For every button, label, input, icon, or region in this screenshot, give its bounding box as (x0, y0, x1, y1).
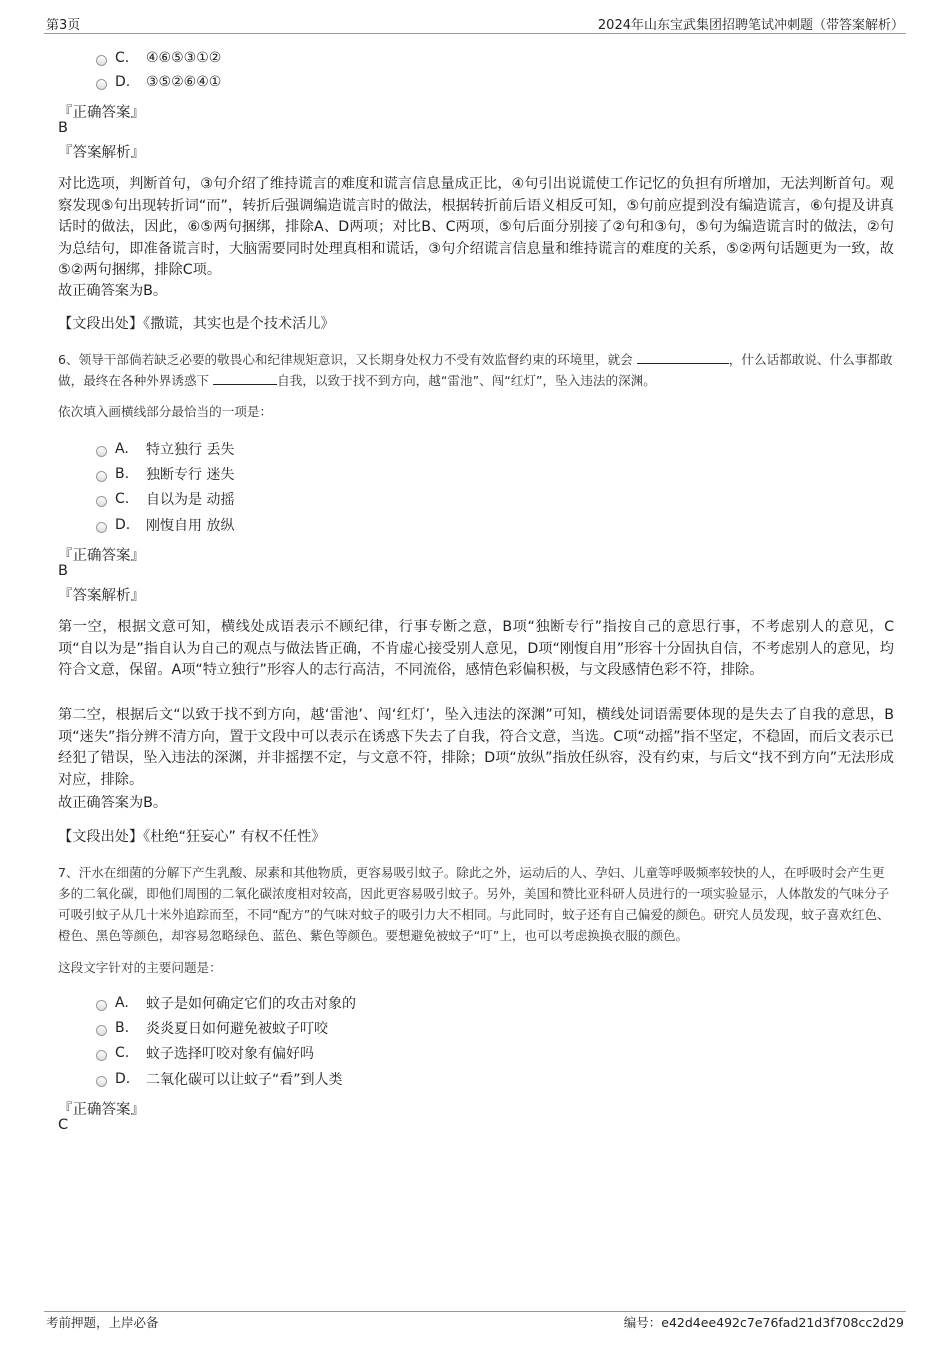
radio-icon[interactable] (96, 1025, 107, 1036)
q6-option-b[interactable] (96, 464, 234, 484)
option-text: ③⑤②⑥④① (146, 74, 222, 90)
q6-prompt: 依次填入画横线部分最恰当的一项是： (58, 404, 273, 419)
option-letter: C. (115, 1045, 130, 1061)
document-title: 2024年山东宝武集团招聘笔试冲刺题（带答案解析） (597, 18, 904, 33)
option-letter: B. (115, 466, 130, 482)
radio-icon[interactable] (96, 446, 107, 457)
option-text: ④⑥⑤③①② (146, 50, 222, 66)
q7-option-c[interactable] (96, 1043, 314, 1063)
radio-icon[interactable] (96, 1076, 107, 1087)
answer-label: 『正确答案』 (58, 548, 145, 564)
option-letter: D. (115, 74, 131, 90)
option-letter: B. (115, 1020, 130, 1036)
page-number: 第3页 (46, 18, 81, 33)
radio-icon[interactable] (96, 79, 107, 90)
radio-icon[interactable] (96, 471, 107, 482)
option-text: 蚊子选择叮咬对象有偏好吗 (146, 1046, 314, 1062)
radio-icon[interactable] (96, 496, 107, 507)
analysis-label: 『答案解析』 (58, 145, 145, 161)
footer-slogan: 考前押题，上岸必备 (46, 1315, 159, 1330)
answer-value: B (58, 563, 68, 579)
q7-prompt: 这段文字针对的主要问题是： (58, 960, 222, 975)
q5-option-d[interactable] (96, 72, 221, 92)
header-divider (44, 33, 906, 34)
option-text: 炎炎夏日如何避免被蚊子叮咬 (146, 1021, 328, 1037)
option-letter: D. (115, 1071, 131, 1087)
analysis-text-1: 第一空，根据文意可知，横线处成语表示不顾纪律，行事专断之意，B项“独断专行”指按自己的意思行事，不考虑别人的意见，C项“自以为是”指自认为自己的观点与做法皆正确，不肯虚心接受别人意见，D项“刚愎自用”形容十分固执自信，不考虑别人的意见，均符合文意，保留。A项“特立独行”形容人的志行高洁，不同流俗，感情色彩偏积极，与文段感情色彩不符，排除。 (58, 619, 894, 678)
document-id: 编号：e42d4ee492c7e76fad21d3f708cc2d29 (623, 1315, 904, 1330)
q6-stem (58, 349, 894, 391)
blank-1 (637, 351, 729, 364)
q5-option-c[interactable] (96, 48, 221, 68)
option-text: 独断专行 迷失 (146, 467, 235, 483)
conclusion: 故正确答案为B。 (58, 283, 168, 299)
option-letter: D. (115, 517, 131, 533)
answer-label: 『正确答案』 (58, 105, 145, 121)
blank-2 (213, 372, 277, 385)
answer-value: B (58, 120, 68, 136)
q7-option-d[interactable] (96, 1069, 343, 1089)
source: 【文段出处】《杜绝“狂妄心” 有权不任性》 (58, 829, 326, 845)
q6-option-a[interactable] (96, 439, 234, 459)
q7-stem: 7、汗水在细菌的分解下产生乳酸、尿素和其他物质，更容易吸引蚊子。除此之外，运动后的人、孕妇、儿童等呼吸频率较快的人，在呼吸时会产生更多的二氧化碳，即他们周围的二氧化碳浓度相对较高，因此更容易吸引蚊子。另外，美国和赞比亚科研人员进行的一项实验显示，人体散发的气味分子可吸引蚊子从几十米外追踪而至，不同“配方”的气味对蚊子的吸引力大不相同。与此同时，蚊子还有自己偏爱的颜色。研究人员发现，蚊子喜欢红色、橙色、黑色等颜色，却容易忽略绿色、蓝色、紫色等颜色。要想避免被蚊子“叮”上，也可以考虑换换衣服的颜色。 (58, 865, 890, 943)
radio-icon[interactable] (96, 1050, 107, 1061)
analysis-text: 对比选项，判断首句，③句介绍了维持谎言的难度和谎言信息量成正比，④句引出说谎使工作记忆的负担有所增加，无法判断首句。观察发现⑤句出现转折词“而”，转折后强调编造谎言时的做法，根据转折前后语义相反可知，⑤句前应提到没有编造谎言，⑥句提及讲真话时的做法，因此，⑥⑤两句捆绑，排除A、D两项；对比B、C两项，⑤句后面分别接了②句和③句，⑤句为编造谎言时的做法，②句为总结句，即准备谎言时，大脑需要同时处理真相和谎话，③句介绍谎言信息量和维持谎言的难度的关系，⑤②两句话题更为一致，故⑤②两句捆绑，排除C项。 (58, 176, 894, 278)
analysis-label: 『答案解析』 (58, 588, 145, 604)
radio-icon[interactable] (96, 522, 107, 533)
radio-icon[interactable] (96, 1000, 107, 1011)
source: 【文段出处】《撒谎，其实也是个技术活儿》 (58, 316, 335, 332)
stem-part: 自我，以致于找不到方向，越“雷池”、闯“红灯”，坠入违法的深渊。 (277, 373, 656, 388)
conclusion: 故正确答案为B。 (58, 795, 168, 811)
option-letter: C. (115, 50, 130, 66)
option-letter: C. (115, 491, 130, 507)
q7-option-a[interactable] (96, 993, 356, 1013)
answer-label: 『正确答案』 (58, 1102, 145, 1118)
stem-part: 6、领导干部倘若缺乏必要的敬畏心和纪律规矩意识，又长期身处权力不受有效监督约束的环境里，就会 (58, 352, 633, 367)
option-text: 二氧化碳可以让蚊子“看”到人类 (146, 1072, 343, 1088)
q6-option-c[interactable] (96, 489, 234, 509)
option-letter: A. (115, 441, 129, 457)
footer-divider (44, 1311, 906, 1312)
option-letter: A. (115, 995, 129, 1011)
option-text: 刚愎自用 放纵 (146, 518, 235, 534)
radio-icon[interactable] (96, 55, 107, 66)
option-text: 自以为是 动摇 (146, 492, 235, 508)
option-text: 特立独行 丢失 (146, 442, 235, 458)
analysis-text-2: 第二空，根据后文“以致于找不到方向，越‘雷池’、闯‘红灯’，坠入违法的深渊”可知，横线处词语需要体现的是失去了自我的意思，B项“迷失”指分辨不清方向，置于文段中可以表示在诱惑下失去了自我，符合文意，当选。C项“动摇”指不坚定，不稳固，而后文表示已经犯了错误，坠入违法的深渊，并非摇摆不定，与文意不符，排除；D项“放纵”指放任纵容，没有约束，与后文“找不到方向”无法形成对应，排除。 (58, 707, 894, 788)
stem-part: ，什么话都敢说、什么事都敢做，最终在各种外界诱惑下 (58, 352, 893, 388)
answer-value: C (58, 1117, 69, 1133)
q7-option-b[interactable] (96, 1018, 328, 1038)
q6-option-d[interactable] (96, 515, 234, 535)
option-text: 蚊子是如何确定它们的攻击对象的 (146, 996, 356, 1012)
